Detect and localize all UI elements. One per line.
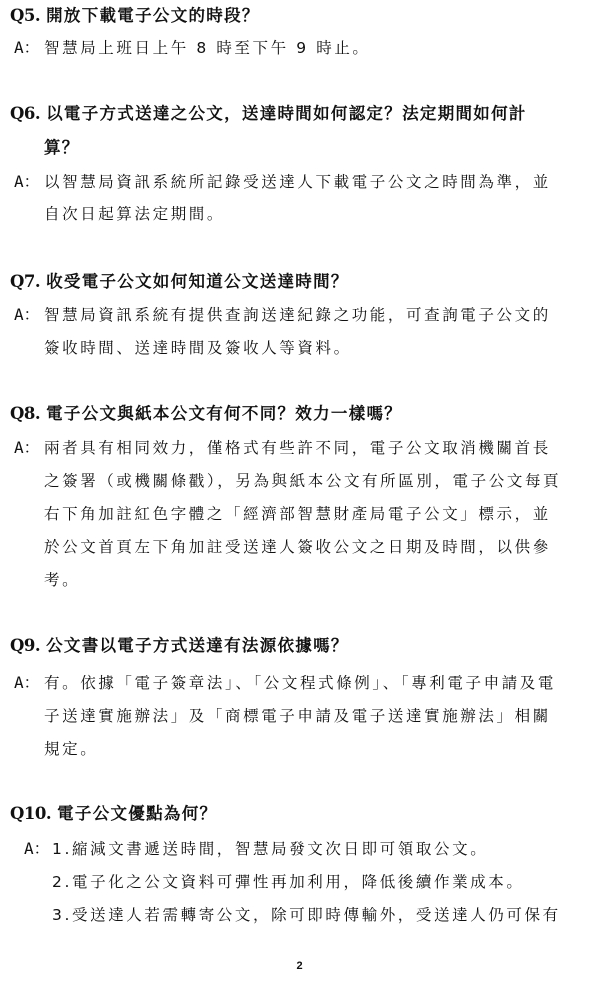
question-text: 以電子方式送達之公文，送達時間如何認定？法定期間如何計 xyxy=(46,104,527,123)
page-number: 2 xyxy=(296,960,303,972)
answer-line: 智慧局資訊系統有提供查詢送達紀錄之功能，可查詢電子公文的 xyxy=(44,306,551,324)
answer-line: 智慧局上班日上午 8 時至下午 9 時止。 xyxy=(44,39,371,57)
question-text: 電子公文優點為何？ xyxy=(57,804,218,823)
question-heading xyxy=(10,266,349,298)
question-text: 公文書以電子方式送達有法源依據嗎？ xyxy=(46,636,349,655)
answer-label: A： xyxy=(24,839,50,858)
answer-line: 子送達實施辦法」及「商標電子申請及電子送達實施辦法」相關 xyxy=(44,707,551,725)
answer-label: A： xyxy=(14,673,40,692)
answer-line: 兩者具有相同效力，僅格式有些許不同，電子公文取消機關首長 xyxy=(44,439,551,457)
question-text-continued: 算？ xyxy=(44,138,80,157)
answer-line: 有。依據「電子簽章法」、「公文程式條例」、「專利電子申請及電 xyxy=(44,674,557,692)
question-heading xyxy=(10,0,260,32)
answer-line: 考。 xyxy=(44,571,81,589)
answer-label: A： xyxy=(14,172,40,191)
question-number: Q9. xyxy=(10,636,41,655)
answer-list-item: 3.受送達人若需轉寄公文，除可即時傳輸外，受送達人仍可保有 xyxy=(52,906,561,924)
question-heading xyxy=(10,98,527,130)
question-number: Q6. xyxy=(10,104,41,123)
question-text: 電子公文與紙本公文有何不同？效力一樣嗎？ xyxy=(46,404,403,423)
answer-label: A： xyxy=(14,305,40,324)
answer-line: 於公文首頁左下角加註受送達人簽收公文之日期及時間，以供參 xyxy=(44,538,551,556)
answer-line: 之簽署（或機關條戳），另為與紙本公文有所區別，電子公文每頁 xyxy=(44,472,562,490)
answer-list-item: 2.電子化之公文資料可彈性再加利用，降低後續作業成本。 xyxy=(52,873,525,891)
answer-list-item: 1.縮減文書遞送時間，智慧局發文次日即可領取公文。 xyxy=(52,840,489,858)
answer-line: 右下角加註紅色字體之「經濟部智慧財產局電子公文」標示，並 xyxy=(44,505,551,523)
question-heading xyxy=(10,798,217,830)
answer-label: A： xyxy=(14,38,40,57)
question-heading xyxy=(10,398,402,430)
answer-line: 以智慧局資訊系統所記錄受送達人下載電子公文之時間為準，並 xyxy=(44,173,551,191)
question-number: Q7. xyxy=(10,272,41,291)
question-number: Q10. xyxy=(10,804,52,823)
question-number: Q8. xyxy=(10,404,41,423)
answer-line: 自次日起算法定期間。 xyxy=(44,205,226,223)
question-text: 收受電子公文如何知道公文送達時間？ xyxy=(46,272,349,291)
answer-line: 簽收時間、送達時間及簽收人等資料。 xyxy=(44,339,352,357)
question-text: 開放下載電子公文的時段？ xyxy=(46,6,260,25)
question-heading xyxy=(10,630,349,662)
answer-line: 規定。 xyxy=(44,740,99,758)
answer-label: A： xyxy=(14,438,40,457)
question-number: Q5. xyxy=(10,6,41,25)
